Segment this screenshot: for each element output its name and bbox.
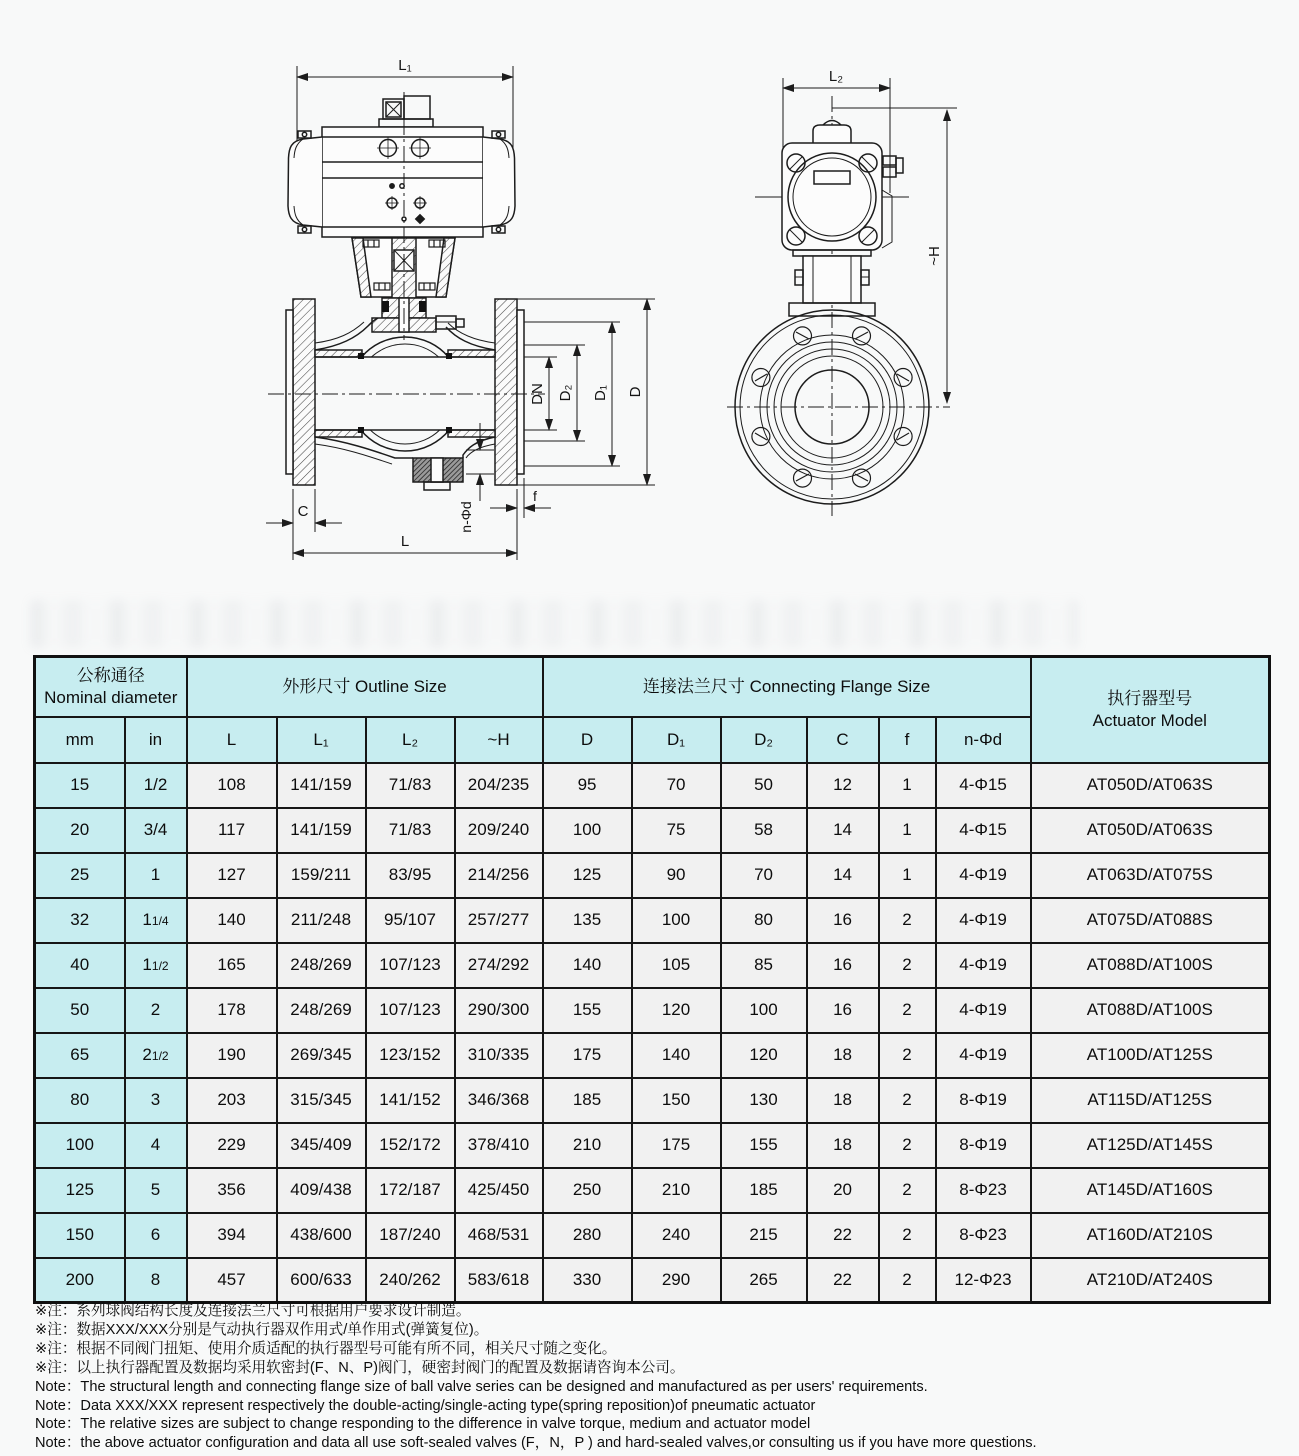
nominal-cell: 5 xyxy=(125,1168,187,1213)
nominal-cell: 2 xyxy=(125,988,187,1033)
value-cell: 16 xyxy=(807,943,879,988)
value-cell: 141/159 xyxy=(277,808,366,853)
value-cell: 209/240 xyxy=(455,808,543,853)
value-cell: 80 xyxy=(721,898,807,943)
solenoid-valve xyxy=(379,96,433,127)
value-cell: 250 xyxy=(543,1168,632,1213)
value-cell: 155 xyxy=(543,988,632,1033)
value-cell: 2 xyxy=(879,1123,936,1168)
value-cell: 12-Φ23 xyxy=(936,1258,1031,1303)
value-cell: 1 xyxy=(879,763,936,808)
value-cell: 150 xyxy=(632,1078,721,1123)
value-cell: 16 xyxy=(807,898,879,943)
nominal-cell: 1/2 xyxy=(125,763,187,808)
value-cell: 4-Φ15 xyxy=(936,808,1031,853)
value-cell: 141/152 xyxy=(366,1078,455,1123)
value-cell: 394 xyxy=(187,1213,277,1258)
bonnet-gland xyxy=(372,298,464,332)
nominal-cell: 11/2 xyxy=(125,943,187,988)
value-cell: 290/300 xyxy=(455,988,543,1033)
table-row xyxy=(35,763,1270,808)
col-header-f: f xyxy=(879,717,936,763)
value-cell: 4-Φ19 xyxy=(936,988,1031,1033)
value-cell: 141/159 xyxy=(277,763,366,808)
nominal-cell: 32 xyxy=(35,898,125,943)
note-en-3: Note：The relative sizes are subject to change responding to the difference in valve torque, medium and actuator model xyxy=(35,1416,811,1433)
table-row xyxy=(35,1123,1270,1168)
value-cell: 172/187 xyxy=(366,1168,455,1213)
dim-l xyxy=(293,489,517,560)
technical-drawing-svg xyxy=(0,0,1299,655)
table-row xyxy=(35,898,1270,943)
header-actuator-zh: 执行器型号 xyxy=(1107,688,1193,708)
value-cell: 152/172 xyxy=(366,1123,455,1168)
value-cell: 280 xyxy=(543,1213,632,1258)
value-cell: 2 xyxy=(879,898,936,943)
value-cell: 8-Φ19 xyxy=(936,1123,1031,1168)
value-cell: 140 xyxy=(543,943,632,988)
value-cell: 600/633 xyxy=(277,1258,366,1303)
nominal-cell: 100 xyxy=(35,1123,125,1168)
note-zh-2: ※注：数据XXX/XXX分别是气动执行器双作用式/单作用式(弹簧复位)。 xyxy=(35,1321,489,1338)
value-cell: 14 xyxy=(807,853,879,898)
right-flange xyxy=(495,299,517,485)
value-cell: 290 xyxy=(632,1258,721,1303)
table-row xyxy=(35,988,1270,1033)
fraction-part: 1/2 xyxy=(151,1049,169,1064)
technical-drawing xyxy=(0,0,1299,655)
value-cell: 125 xyxy=(543,853,632,898)
value-cell: 95 xyxy=(543,763,632,808)
notes-section xyxy=(35,1302,1275,1453)
value-cell: 85 xyxy=(721,943,807,988)
nominal-cell: 21/2 xyxy=(125,1033,187,1078)
note-zh-1: ※注：系列球阀结构长度及连接法兰尺寸可根据用户要求设计制造。 xyxy=(35,1303,471,1319)
value-cell: 310/335 xyxy=(455,1033,543,1078)
value-cell: 185 xyxy=(721,1168,807,1213)
nominal-cell: 4 xyxy=(125,1123,187,1168)
col-header-D: D xyxy=(543,717,632,763)
value-cell: 240/262 xyxy=(366,1258,455,1303)
header-actuator-model xyxy=(1031,657,1270,763)
nominal-cell: 3 xyxy=(125,1078,187,1123)
header-nominal-zh: 公称通径 xyxy=(76,665,145,685)
value-cell: 175 xyxy=(632,1123,721,1168)
col-header-L2: L₂ xyxy=(366,717,455,763)
value-cell: 71/83 xyxy=(366,763,455,808)
value-cell: 71/83 xyxy=(366,808,455,853)
dim-label-d2: D₂ xyxy=(557,384,574,402)
value-cell: 269/345 xyxy=(277,1033,366,1078)
value-cell: 130 xyxy=(721,1078,807,1123)
value-cell: 356 xyxy=(187,1168,277,1213)
value-cell: 50 xyxy=(721,763,807,808)
nominal-cell: 3/4 xyxy=(125,808,187,853)
fraction-part: 1/2 xyxy=(151,959,169,974)
diameter-dimensions xyxy=(517,299,655,485)
dim-label-n-phi-d: n-Φd xyxy=(458,501,474,533)
value-cell: 159/211 xyxy=(277,853,366,898)
value-cell: 95/107 xyxy=(366,898,455,943)
value-cell: 229 xyxy=(187,1123,277,1168)
table-body xyxy=(35,763,1270,1303)
nominal-cell: 15 xyxy=(35,763,125,808)
dim-dn xyxy=(524,357,557,430)
table-row xyxy=(35,1033,1270,1078)
value-cell: 457 xyxy=(187,1258,277,1303)
note-en-4: Note：the above actuator configuration and data all use soft-sealed valves (F，N，P ) and hard-sealed valves,or consulting us if you have more questions. xyxy=(35,1435,1037,1452)
fraction-part: 1/4 xyxy=(151,914,169,929)
dim-label-l1: L₁ xyxy=(398,57,412,74)
nominal-cell: 80 xyxy=(35,1078,125,1123)
value-cell: 187/240 xyxy=(366,1213,455,1258)
value-cell: 378/410 xyxy=(455,1123,543,1168)
value-cell: 120 xyxy=(632,988,721,1033)
value-cell: 105 xyxy=(632,943,721,988)
note-en-2: Note：Data XXX/XXX represent respectively the double-acting/single-acting type(spring reposition)of pneumatic actuator xyxy=(35,1397,816,1414)
value-cell: 190 xyxy=(187,1033,277,1078)
nominal-cell: 1 xyxy=(125,853,187,898)
header-actuator-en: Actuator Model xyxy=(1092,710,1207,730)
nominal-cell: 65 xyxy=(35,1033,125,1078)
dim-label-d: D xyxy=(627,386,644,398)
left-flange xyxy=(293,299,315,485)
actuator-cell: AT088D/AT100S xyxy=(1031,988,1270,1033)
value-cell: 107/123 xyxy=(366,943,455,988)
actuator-end-view xyxy=(782,121,903,251)
value-cell: 22 xyxy=(807,1213,879,1258)
dim-label-f: f xyxy=(533,488,537,504)
value-cell: 346/368 xyxy=(455,1078,543,1123)
value-cell: 4-Φ19 xyxy=(936,853,1031,898)
dim-label-l: L xyxy=(400,533,410,550)
pneumatic-actuator xyxy=(288,127,515,237)
value-cell: 18 xyxy=(807,1123,879,1168)
nominal-cell: 8 xyxy=(125,1258,187,1303)
value-cell: 100 xyxy=(543,808,632,853)
value-cell: 100 xyxy=(632,898,721,943)
value-cell: 248/269 xyxy=(277,943,366,988)
col-header-mm: mm xyxy=(35,717,125,763)
value-cell: 16 xyxy=(807,988,879,1033)
side-view-drawing xyxy=(266,57,655,560)
actuator-cell: AT115D/AT125S xyxy=(1031,1078,1270,1123)
value-cell: 4-Φ19 xyxy=(936,1033,1031,1078)
nominal-cell: 25 xyxy=(35,853,125,898)
value-cell: 70 xyxy=(632,763,721,808)
value-cell: 240 xyxy=(632,1213,721,1258)
value-cell: 257/277 xyxy=(455,898,543,943)
value-cell: 175 xyxy=(543,1033,632,1078)
value-cell: 18 xyxy=(807,1078,879,1123)
value-cell: 140 xyxy=(632,1033,721,1078)
value-cell: 8-Φ19 xyxy=(936,1078,1031,1123)
table-row xyxy=(35,808,1270,853)
nominal-cell: 200 xyxy=(35,1258,125,1303)
value-cell: 2 xyxy=(879,1168,936,1213)
nominal-cell: 20 xyxy=(35,808,125,853)
value-cell: 210 xyxy=(632,1168,721,1213)
note-en-1: Note：The structural length and connecting flange size of ball valve series can be designed and manufactured as per users' requirements. xyxy=(35,1378,928,1395)
value-cell: 117 xyxy=(187,808,277,853)
watermark-band xyxy=(30,600,1078,648)
value-cell: 8-Φ23 xyxy=(936,1168,1031,1213)
nominal-cell: 150 xyxy=(35,1213,125,1258)
value-cell: 70 xyxy=(721,853,807,898)
actuator-cell: AT145D/AT160S xyxy=(1031,1168,1270,1213)
actuator-cell: AT210D/AT240S xyxy=(1031,1258,1270,1303)
value-cell: 100 xyxy=(721,988,807,1033)
value-cell: 211/248 xyxy=(277,898,366,943)
actuator-cell: AT160D/AT210S xyxy=(1031,1213,1270,1258)
value-cell: 2 xyxy=(879,943,936,988)
value-cell: 155 xyxy=(721,1123,807,1168)
value-cell: 127 xyxy=(187,853,277,898)
value-cell: 2 xyxy=(879,988,936,1033)
value-cell: 4-Φ15 xyxy=(936,763,1031,808)
value-cell: 409/438 xyxy=(277,1168,366,1213)
nominal-cell: 6 xyxy=(125,1213,187,1258)
col-header-n-phi-d: n-Φd xyxy=(936,717,1031,763)
value-cell: 4-Φ19 xyxy=(936,898,1031,943)
note-zh-3: ※注：根据不同阀门扭矩、使用介质适配的执行器型号可能有所不同，相关尺寸随之变化。 xyxy=(35,1340,617,1357)
actuator-cell: AT050D/AT063S xyxy=(1031,808,1270,853)
table-row xyxy=(35,1078,1270,1123)
dim-label-l2: L₂ xyxy=(828,68,844,85)
value-cell: 583/618 xyxy=(455,1258,543,1303)
value-cell: 2 xyxy=(879,1033,936,1078)
value-cell: 185 xyxy=(543,1078,632,1123)
value-cell: 274/292 xyxy=(455,943,543,988)
dim-label-h: ~H xyxy=(926,246,943,266)
col-header-L1: L₁ xyxy=(277,717,366,763)
note-zh-4: ※注：以上执行器配置及数据均采用软密封(F、N、P)阀门，硬密封阀门的配置及数据请咨询本公司。 xyxy=(35,1359,685,1376)
actuator-cell: AT075D/AT088S xyxy=(1031,898,1270,943)
value-cell: 14 xyxy=(807,808,879,853)
actuator-cell: AT125D/AT145S xyxy=(1031,1123,1270,1168)
value-cell: 58 xyxy=(721,808,807,853)
value-cell: 108 xyxy=(187,763,277,808)
nominal-cell: 11/4 xyxy=(125,898,187,943)
col-header-D2: D₂ xyxy=(721,717,807,763)
header-outline-size: 外形尺寸 Outline Size xyxy=(187,657,543,717)
dim-label-c: C xyxy=(297,503,309,520)
header-nominal-diameter xyxy=(35,657,187,717)
actuator-cell: AT063D/AT075S xyxy=(1031,853,1270,898)
nominal-cell: 50 xyxy=(35,988,125,1033)
value-cell: 468/531 xyxy=(455,1213,543,1258)
value-cell: 12 xyxy=(807,763,879,808)
col-header-in: in xyxy=(125,717,187,763)
value-cell: 2 xyxy=(879,1258,936,1303)
value-cell: 210 xyxy=(543,1123,632,1168)
table-row xyxy=(35,943,1270,988)
value-cell: 438/600 xyxy=(277,1213,366,1258)
table-row xyxy=(35,853,1270,898)
actuator-cell: AT100D/AT125S xyxy=(1031,1033,1270,1078)
actuator-cell: AT050D/AT063S xyxy=(1031,763,1270,808)
value-cell: 20 xyxy=(807,1168,879,1213)
value-cell: 75 xyxy=(632,808,721,853)
table-row xyxy=(35,1168,1270,1213)
value-cell: 2 xyxy=(879,1213,936,1258)
col-header-C: C xyxy=(807,717,879,763)
value-cell: 425/450 xyxy=(455,1168,543,1213)
table-row xyxy=(35,1258,1270,1303)
value-cell: 120 xyxy=(721,1033,807,1078)
dim-c xyxy=(266,489,342,560)
value-cell: 123/152 xyxy=(366,1033,455,1078)
actuator-cell: AT088D/AT100S xyxy=(1031,943,1270,988)
value-cell: 2 xyxy=(879,1078,936,1123)
value-cell: 315/345 xyxy=(277,1078,366,1123)
value-cell: 83/95 xyxy=(366,853,455,898)
value-cell: 165 xyxy=(187,943,277,988)
value-cell: 248/269 xyxy=(277,988,366,1033)
value-cell: 107/123 xyxy=(366,988,455,1033)
value-cell: 90 xyxy=(632,853,721,898)
value-cell: 1 xyxy=(879,808,936,853)
value-cell: 18 xyxy=(807,1033,879,1078)
value-cell: 265 xyxy=(721,1258,807,1303)
value-cell: 1 xyxy=(879,853,936,898)
value-cell: 140 xyxy=(187,898,277,943)
value-cell: 8-Φ23 xyxy=(936,1213,1031,1258)
header-nominal-en: Nominal diameter xyxy=(44,687,178,707)
header-flange-size: 连接法兰尺寸 Connecting Flange Size xyxy=(543,657,1031,717)
dim-label-d1: D₁ xyxy=(592,385,609,401)
nominal-cell: 40 xyxy=(35,943,125,988)
value-cell: 214/256 xyxy=(455,853,543,898)
col-header-D1: D₁ xyxy=(632,717,721,763)
col-header-L: L xyxy=(187,717,277,763)
dim-label-dn: DN xyxy=(529,383,546,405)
value-cell: 178 xyxy=(187,988,277,1033)
value-cell: 330 xyxy=(543,1258,632,1303)
value-cell: 345/409 xyxy=(277,1123,366,1168)
table-row xyxy=(35,1213,1270,1258)
value-cell: 22 xyxy=(807,1258,879,1303)
front-view-drawing xyxy=(727,68,957,516)
value-cell: 4-Φ19 xyxy=(936,943,1031,988)
col-header-H: ~H xyxy=(455,717,543,763)
nominal-cell: 125 xyxy=(35,1168,125,1213)
value-cell: 135 xyxy=(543,898,632,943)
spec-table xyxy=(33,655,1271,1304)
value-cell: 204/235 xyxy=(455,763,543,808)
value-cell: 203 xyxy=(187,1078,277,1123)
value-cell: 215 xyxy=(721,1213,807,1258)
